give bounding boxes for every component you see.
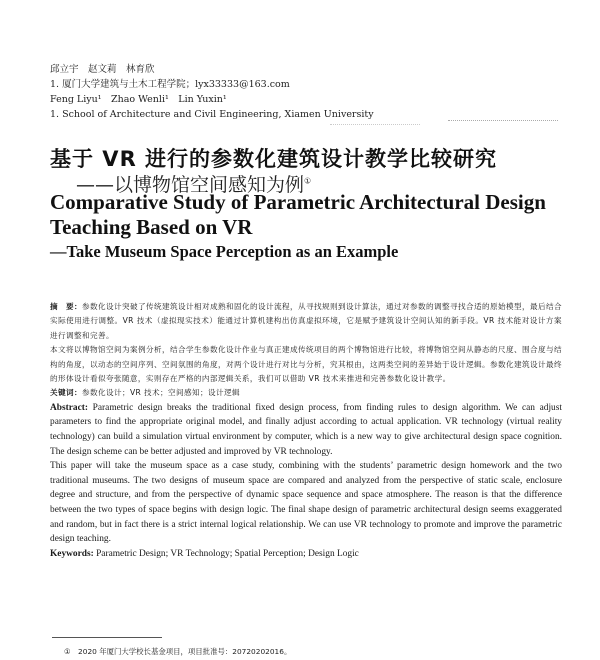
keywords-en-text: Parametric Design; VR Technology; Spatial Perception; Design Logic: [96, 548, 359, 559]
keywords-en: [50, 547, 562, 562]
scan-artifact: [330, 124, 420, 129]
title-chinese: 基于 VR 进行的参数化建筑设计教学比较研究: [50, 147, 498, 171]
abstract-cn-paragraph-1: [50, 300, 562, 343]
keywords-en-label: Keywords:: [50, 548, 94, 559]
abstract-cn-paragraph-2: 本文将以博物馆空间为案例分析，结合学生参数化设计作业与真正建成传统项目的两个博物馆进行比较，将博物馆空间从静态的尺度、围合度与结构的角度，以动态的空间序列、空间氛围的角度，对两个设计进行对比与分析，究其根由，这两类空间的差异始于设计逻辑。参数化建筑设计最终的形体设计看似夸张随意，实则存在严格的内部逻辑关系，我们可以借助 VR 技术来推进和完善参数化设计教学。: [50, 345, 562, 384]
author-names-cn: 邱立宇 赵文莉 林育欣: [50, 64, 155, 75]
author-block: [50, 62, 374, 122]
affiliation-cn: 1. 厦门大学建筑与土木工程学院；lyx33333@163.com: [50, 79, 290, 90]
scan-artifact: [448, 120, 558, 127]
abstract-en-paragraph-1: [50, 401, 562, 459]
abstract-section: [50, 300, 562, 561]
title-english: Comparative Study of Parametric Architectural Design Teaching Based on VR: [50, 190, 546, 239]
abstract-en-paragraph-2: This paper will take the museum space as a case study, combining with the students’ parametric design homework and the two traditional museums. The two designs of museum space are compared and analyzed from the perspective of static scale, enclosure degree and structure, and from the perspective of dynamic space sequence and space atmosphere. The reason is that the difference between the two types of space begins with design logic. The final shape design of parametric architectural design seems exaggerated and random, but in fact there is a strict internal logical relationship. We can use VR technology to promote and improve the parametric design teaching.: [50, 461, 562, 545]
subtitle-english: —Take Museum Space Perception as an Example: [50, 242, 399, 261]
footnote-divider: [52, 637, 162, 638]
keywords-cn-label: 关键词：: [50, 388, 82, 398]
footnote-text: 2020 年厦门大学校长基金项目，项目批准号：20720202016。: [78, 647, 292, 656]
footnote-marker: ①: [64, 647, 71, 656]
keywords-cn-text: 参数化设计；VR 技术；空间感知；设计逻辑: [81, 388, 240, 398]
author-names-en: Feng Liyu¹ Zhao Wenli¹ Lin Yuxin¹: [50, 94, 227, 105]
affiliation-en: 1. School of Architecture and Civil Engineering, Xiamen University: [50, 109, 374, 120]
abstract-cn-label: 摘 要：: [50, 302, 82, 311]
keywords-cn: [50, 386, 562, 400]
abstract-cn-text-1: 参数化设计突破了传统建筑设计相对成熟和固化的设计流程，从寻找规则到设计算法，通过对参数的调整寻找合适的原始模型，最后结合实际使用进行调整。VR 技术（虚拟现实技术）能通过计算机建构出仿真虚拟环境，它是赋予建筑设计空间认知的新手段。VR 技术能对设计方案进行调整和完善。: [50, 302, 562, 340]
footnote-marker: ①: [304, 176, 312, 186]
subtitle-chinese-text: ——以博物馆空间感知为例: [76, 174, 305, 196]
abstract-en-label: Abstract:: [50, 402, 89, 413]
footnote: [64, 646, 291, 657]
abstract-en-text-1: Parametric design breaks the traditional fixed design process, from finding rules to design algorithm. We can adjust parameters to find the appropriate original model, and finally adjust according to actual application. VR technology (virtual reality technology) can build a simulation virtual environment by computer, which is a new way to give architectural design space cognition. The design scheme can be better adjusted and improved by VR technology.: [50, 402, 562, 457]
